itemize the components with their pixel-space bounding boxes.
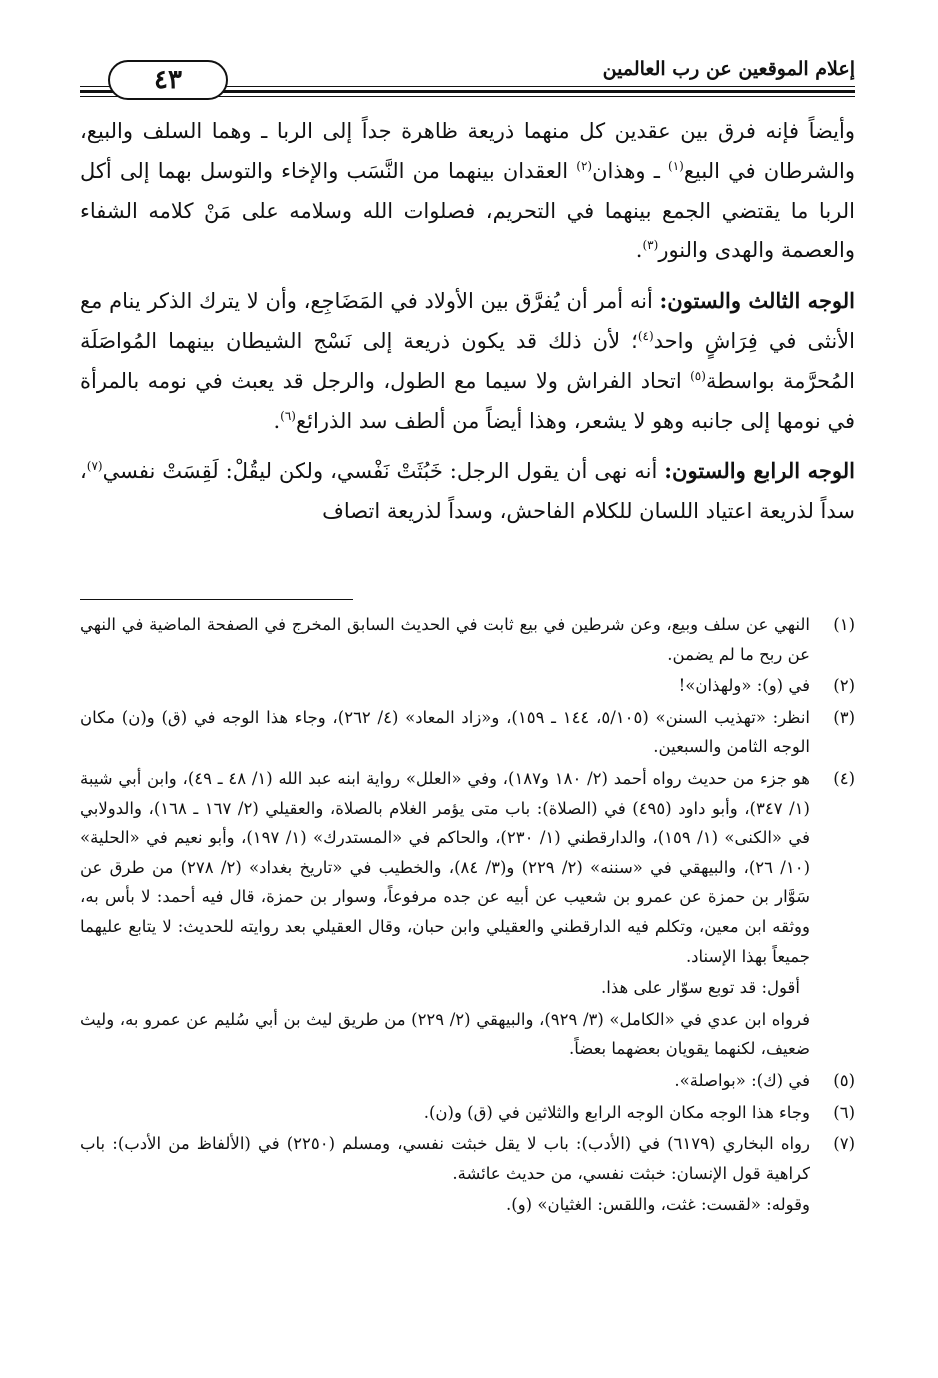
footnote-ref: (٦) [280,408,296,423]
footnote-number: (٦) [833,1102,855,1122]
footnote-text: في (و): «ولهذان»! [678,676,810,696]
text-run: . [273,408,281,433]
text-run: اتحاد الفراش ولا سيما مع الطول، والرجل قد يعبث في نومه بالمرأة في نومها إلى جانبه وهو لا يشعر، وهذا أيضاً من ألطف سد الذرائع [80,368,855,433]
footnote [80,1129,855,1188]
footnote [80,1098,855,1128]
footnote-ref: (٣) [642,238,659,253]
footnote-ref: (٤) [637,328,654,343]
text-run: ـ وهذان [592,158,669,183]
footnote-continuation: وقوله: «لقست: غثت، واللقس: الغثيان» (و). [506,1195,810,1215]
footnote-continuation: فرواه ابن عدي في «الكامل» (٣/ ٩٢٩)، والبيهقي (٢/ ٢٢٩) من طريق ليث بن أبي سُليم عن عمرو به، وليث ضعيف، لكنهما يقويان بعضهما بعضاً. [80,1009,810,1059]
footnote-continuation: أقول: قد توبع سوّار على هذا. [601,978,800,998]
page-number: ٤٣ [154,65,182,95]
text-run: أنه نهى أن يقول الرجل: خَبُثَتْ نَفْسي، ولكن ليقُلْ: لَقِسَتْ نفسي [102,459,665,484]
text-run: ، سداً لذريعة اعتياد اللسان للكلام الفاحش، وسداً لذريعة اتصاف [80,459,855,524]
footnote-ref: (٢) [576,158,593,173]
footnote-separator [80,599,353,600]
footnote [80,764,855,971]
book-title: إعلام الموقعين عن رب العالمين [602,58,855,80]
text-run: العقدان بينهما من النَّسَب والإخاء والتوسل بهما إلى أكل الربا ما يقتضي الجمع بينهما في التحريم، فصلوات الله وسلامه على مَنْ كلامه الشفاء والعصمة والهدى والنور [80,158,855,263]
footnote-text: في (ك): «بواصلة». [674,1070,810,1090]
footnote [80,1066,855,1096]
text-run: . [635,238,643,263]
page-number-badge [108,60,228,100]
section-heading: الوجه الثالث والستون: [659,288,856,314]
footnote-text: رواه البخاري (٦١٧٩) في (الأدب): باب لا يقل خبثت نفسي، ومسلم (٢٢٥٠) في (الألفاظ من الأدب): باب كراهية قول الإنسان: خبثت نفسي، من حديث عائشة. [80,1134,810,1183]
footnote-number: (٢) [833,676,855,696]
footnote-ref: (١) [668,158,684,173]
paragraph [80,112,855,271]
footnote-number: (٧) [833,1134,855,1154]
footnote-number: (٤) [833,768,855,788]
footnote-text: وجاء هذا الوجه مكان الوجه الرابع والثلاثين في (ق) و(ن). [423,1102,810,1122]
footnote-ref: (٥) [690,368,706,383]
section-heading: الوجه الرابع والستون: [664,458,855,484]
page-header [80,52,855,102]
main-text [80,112,855,542]
footnote-number: (١) [833,615,855,634]
footnotes [80,610,855,1222]
footnote-text: انظر: «تهذيب السنن» (٥/١٠٥، ١٤٤ ـ ١٥٩)، و«زاد المعاد» (٤/ ٢٦٢)، وجاء هذا الوجه في (ق) و(ن) مكان الوجه الثامن والسبعين. [80,707,811,757]
paragraph [80,281,855,441]
text-run: أنه أمر أن يُفرَّق بين الأولاد في المَضَاجِع، وأن لا يترك الذكر ينام مع الأنثى في فِرَاشٍ واحد [80,289,855,353]
footnote-number: (٥) [833,1070,855,1090]
text-run: ؛ لأن ذلك قد يكون ذريعة إلى نَسْج الشيطان بينهما المُواصَلَة المُحرَّمة بواسطة [80,328,855,393]
footnote [80,703,855,762]
footnote-text: النهي عن سلف وبيع، وعن شرطين في بيع ثابت في الحديث السابق المخرج في الصفحة الماضية في النهي عن ربح ما لم يضمن. [80,615,810,664]
footnote [80,671,855,701]
footnote-number: (٣) [833,707,855,727]
paragraph [80,451,855,532]
footnote-ref: (٧) [86,459,103,474]
footnote [80,610,855,669]
text-run: وأيضاً فإنه فرق بين عقدين كل منهما ذريعة ظاهرة جداً إلى الربا ـ وهما السلف والبيع، والشرطان في البيع [80,119,855,183]
footnote-text: هو جزء من حديث رواه أحمد (٢/ ١٨٠ و١٨٧)، وفي «العلل» رواية ابنه عبد الله (١/ ٤٨ ـ ٤٩)، وابن أبي شيبة (١/ ٣٤٧)، وأبو داود (٤٩٥) في (الصلاة): باب متى يؤمر الغلام بالصلاة، والعقيلي (٢/ ١٦٧ ـ ١٦٨)، والدولابي في «الكنى» (١/ ١٥٩)، والدارقطني (١/ ٢٣٠)، والحاكم في «المستدرك» (١/ ١٩٧)، وأبو نعيم في «الحلية» (١٠/ ٢٦)، والبيهقي في «سننه» (٢/ ٢٢٩) و(٣/ ٨٤)، والخطيب في «تاريخ بغداد» (٢/ ٢٧٨) من طرق عن سَوَّار بن حمزة عن عمرو بن شعيب عن أبيه عن جده مرفوعاً، وسوار بن حمزة، قال فيه أحمد: لا بأس به، ووثقه ابن معين، وتكلم فيه الدارقطني والعقيلي وابن حبان، وقال العقيلي بعد روايته للحديث: لا يتابع عليهما جميعاً بهذا الإسناد. [80,768,811,966]
